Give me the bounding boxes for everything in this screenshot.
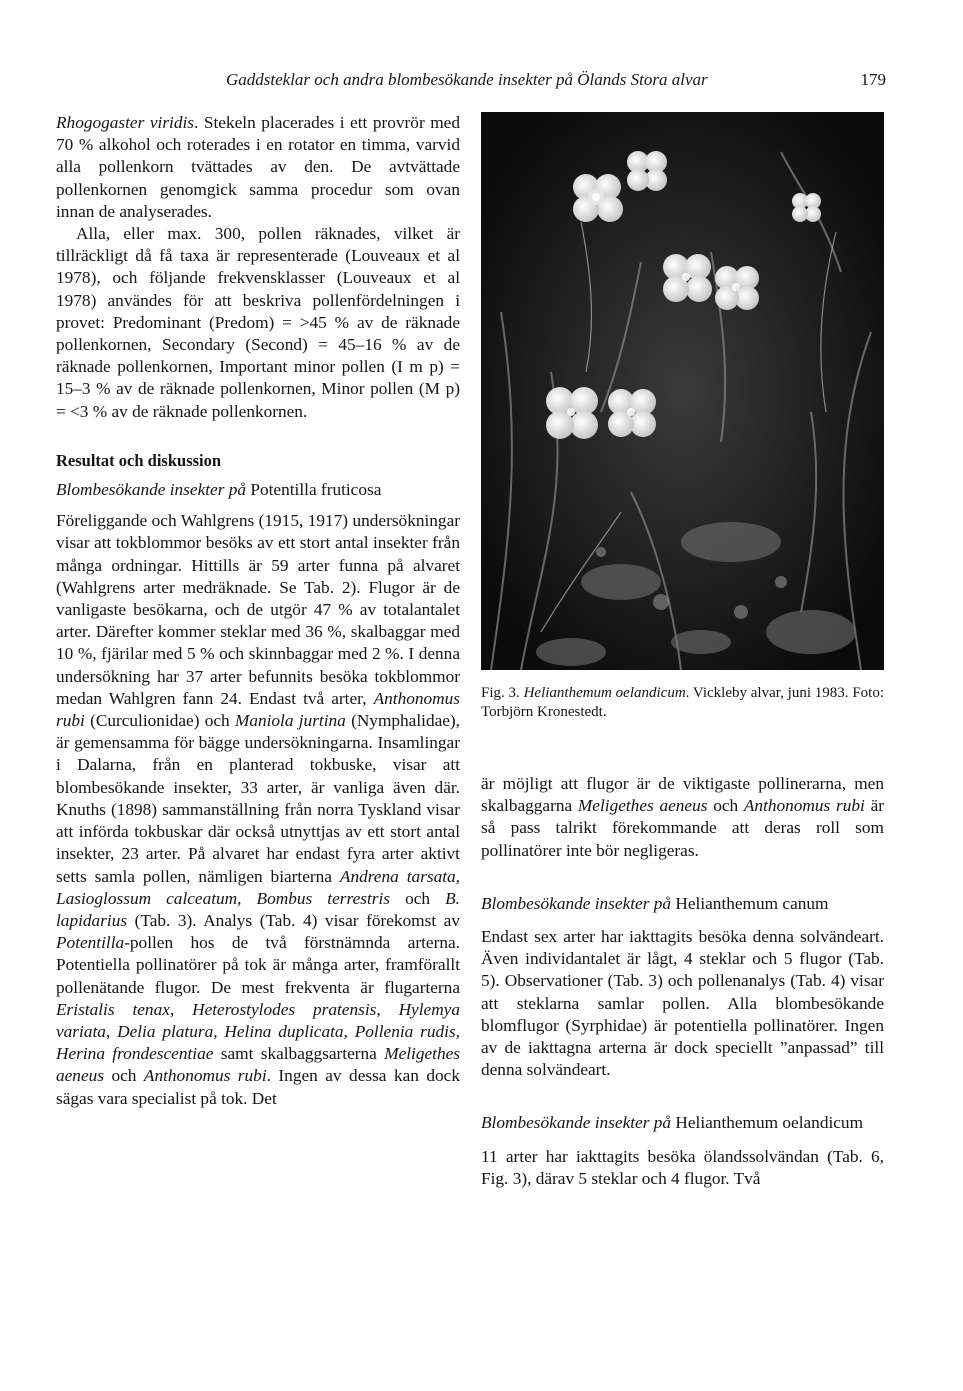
taxon-name: Eristalis tenax, Heterostylodes pratensis, Hylemya variata, Delia platura, Helina duplicata, Pollenia rudis, Herina frondescentiae: [56, 999, 460, 1064]
paragraph: Rhogogaster viridis. Stekeln placerades i ett provrör med 70 % alkohol och roterades i en rotator en timma, varvid alla pollenkorn tvättades av den. De avtvättade pollenkornen genomgick samma procedur som ovan innan de analyserades.: [56, 113, 460, 221]
paragraph: Föreliggande och Wahlgrens (1915, 1917) undersökningar visar att tokblommor besöks av ett stort antal insekter från många ordningar. Hittills är 59 arter funna på alvaret (Wahlgrens arter medräknade. Se Tab. 2). Flugor är de vanligaste besökarna, och de utgör 47 % av totalantalet arter. Därefter kommer steklar med 36 %, skalbaggar med 10 %, fjärilar med 5 % och skinnbaggar med 2 %. I denna undersökning har 37 arter befunnits besöka tokblommor medan Wahlgren fann 24. Endast två arter, Anthonomus rubi (Curculionidae) och Maniola jurtina (Nymphalidae), är gemensamma för bägge undersökningarna. Insamlingar i Dalarna, från en planterad tokbuske, visar att blombesökande insekter, 33 arter, är vanliga även där. Knuths (1898) sammanställning från norra Tyskland visar att införda tokbuskar där också utnyttjas av ett stort antal insekter, 23 arter. På alvaret har endast fyra arter aktivt setts samla pollen, nämligen biarterna Andrena tarsata, Lasioglossum calceatum, Bombus terrestris och B. lapidarius (Tab. 3). Analys (Tab. 4) visar förekomst av Potentilla-pollen hos de två förstnämnda arterna. Potentiella pollinatörer på tok är många arter, framförallt pollenätande flugor. De mest frekventa är flugarterna Eristalis tenax, Heterostylodes pratensis, Hylemya variata, Delia platura, Helina duplicata, Pollenia rudis, Herina frondescentiae samt skalbaggsarterna Meligethes aeneus och Anthonomus rubi. Ingen av dessa kan dock sägas vara specialist på tok. Det: [56, 511, 461, 1108]
figure-caption: Fig. 3. Helianthemum oelandicum. Vickleby alvar, juni 1983. Foto: Torbjörn Kronestedt.: [481, 685, 884, 720]
running-title: Gaddsteklar och andra blombesökande insekter på Ölands Stora alvar: [226, 70, 708, 89]
subsection-heading: Blombesökande insekter på Helianthemum oelandicum: [481, 1113, 864, 1133]
taxon-name: Meligethes aeneus: [56, 1044, 461, 1086]
running-header: [226, 70, 886, 90]
taxon-name: Rhogogaster viridis: [56, 113, 195, 132]
subsection-heading: Blombesökande insekter på Helianthemum canum: [481, 893, 829, 913]
left-column: [56, 112, 460, 1110]
section-heading: Resultat och diskussion: [56, 450, 222, 470]
taxon-name: Maniola jurtina: [234, 711, 346, 731]
taxon-name: Anthonomus rubi: [143, 1066, 267, 1086]
taxon-name: Helianthemum oelandicum: [523, 685, 686, 701]
paragraph: är möjligt att flugor är de viktigaste pollinerarna, men skalbaggarna Meligethes aeneus och Anthonomus rubi är så pass talrikt förekommande att deras roll som pollinatörer inte bör negligeras.: [481, 774, 884, 860]
subsection-heading: Blombesökande insekter på Potentilla fruticosa: [56, 480, 382, 500]
taxon-name: Potentilla: [56, 933, 125, 953]
paragraph: Alla, eller max. 300, pollen räknades, vilket är tillräckligt då få taxa är representerade (Louveaux et al 1978), och följande frekvensklasser (Louveaux et al 1978) användes för att beskriva pollenfördelningen i provet: Predominant (Predom) = >45 % av de räknade pollenkornen, Secondary (Second) = 45–16 % av de räknade pollenkornen, Important minor pollen (I m p) = 15–3 % av de räknade pollenkornen, Minor pollen (M p) = <3 % av de räknade pollenkornen.: [56, 224, 460, 421]
taxon-name: Meligethes aeneus: [577, 796, 708, 816]
page-number: 179: [860, 70, 886, 89]
taxon-name: Anthonomus rubi: [743, 796, 865, 816]
taxon-name: Anthonomus rubi: [56, 688, 460, 731]
taxon-name: Andrena tarsata, Lasioglossum calceatum, Bombus terrestris: [56, 866, 460, 908]
paragraph: Endast sex arter har iakttagits besöka denna solvändeart. Även individantalet är lågt, 4 steklar och 5 flugor (Tab. 5). Observationer (Tab. 3) och pollenanalys (Tab. 4) visar att steklarna samlar pollen. Alla blombesökande blomflugor (Syrphidae) är potentiella pollinatörer. Ingen av de iakttagna arterna är dock speciellt ”anpassad” till denna solvändeart.: [481, 927, 884, 1080]
flower-photo-illustration: [481, 112, 884, 670]
taxon-name: B. lapidarius: [56, 888, 461, 930]
figure-photo: [481, 112, 884, 670]
right-column: [481, 773, 884, 1190]
paragraph: 11 arter har iakttagits besöka ölandssolvändan (Tab. 6, Fig. 3), därav 5 steklar och 4 flugor. Två: [481, 1146, 884, 1188]
